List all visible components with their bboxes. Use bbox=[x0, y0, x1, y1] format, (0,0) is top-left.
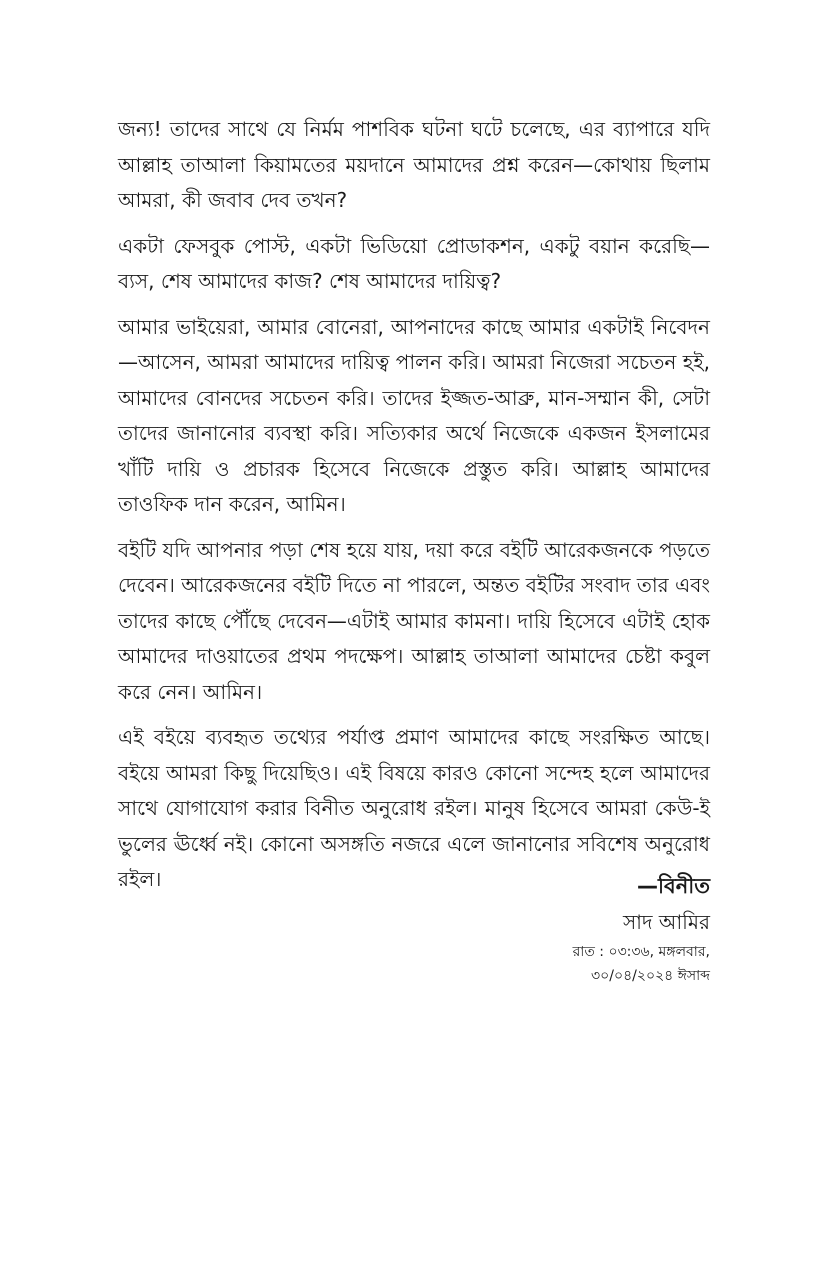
page-body bbox=[118, 112, 710, 908]
paragraph-4: বইটি যদি আপনার পড়া শেষ হয়ে যায়, দয়া করে বইটি আরেকজনকে পড়তে দেবেন। আরেকজনের বইটি দিতে না পারলে, অন্তত বইটির সংবাদ তার এবং তাদের কাছে পৌঁছে দেবেন—এটাই আমার কামনা। দায়ি হিসেবে এটাই হোক আমাদের দাওয়াতের প্রথম পদক্ষেপ। আল্লাহ তাআলা আমাদের চেষ্টা কবুল করে নেন। আমিন। bbox=[118, 537, 710, 704]
time-line: রাত : ০৩:৩৬, মঙ্গলবার, bbox=[572, 944, 710, 960]
paragraph-3: আমার ভাইয়েরা, আমার বোনেরা, আপনাদের কাছে আমার একটাই নিবেদন—আসেন, আমরা আমাদের দায়িত্ব পালন করি। আমরা নিজেরা সচেতন হই, আমাদের বোনদের সচেতন করি। তাদের ইজ্জত-আব্রু, মান-সম্মান কী, সেটা তাদের জানানোর ব্যবস্থা করি। সত্যিকার অর্থে নিজেকে একজন ইসলামের খাঁটি দায়ি ও প্রচারক হিসেবে নিজেকে প্রস্তুত করি। আল্লাহ আমাদের তাওফিক দান করেন, আমিন। bbox=[118, 314, 710, 516]
date-line: ৩০/০৪/২০২৪ ঈসাব্দ bbox=[591, 968, 710, 984]
author-name: সাদ আমির bbox=[622, 910, 710, 934]
paragraph-2: একটা ফেসবুক পোস্ট, একটা ভিডিয়ো প্রোডাকশন, একটু বয়ান করেছি—ব্যস, শেষ আমাদের কাজ? শেষ আমাদের দায়িত্ব? bbox=[118, 233, 710, 293]
paragraph-5: এই বইয়ে ব্যবহৃত তথ্যের পর্যাপ্ত প্রমাণ আমাদের কাছে সংরক্ষিত আছে। বইয়ে আমরা কিছু দিয়েছিও। এই বিষয়ে কারও কোনো সন্দেহ হলে আমাদের সাথে যোগাযোগ করার বিনীত অনুরোধ রইল। মানুষ হিসেবে আমরা কেউ-ই ভুলের ঊর্ধ্বে নই। কোনো অসঙ্গতি নজরে এলে জানানোর সবিশেষ অনুরোধ রইল। bbox=[118, 725, 710, 891]
paragraph-1: জন্য! তাদের সাথে যে নির্মম পাশবিক ঘটনা ঘটে চলেছে, এর ব্যাপারে যদি আল্লাহ তাআলা কিয়ামতের ময়দানে আমাদের প্রশ্ন করেন—কোথায় ছিলাম আমরা, কী জবাব দেব তখন? bbox=[118, 117, 710, 212]
signature-block bbox=[310, 868, 710, 988]
closing-line: —বিনীত bbox=[637, 874, 710, 898]
